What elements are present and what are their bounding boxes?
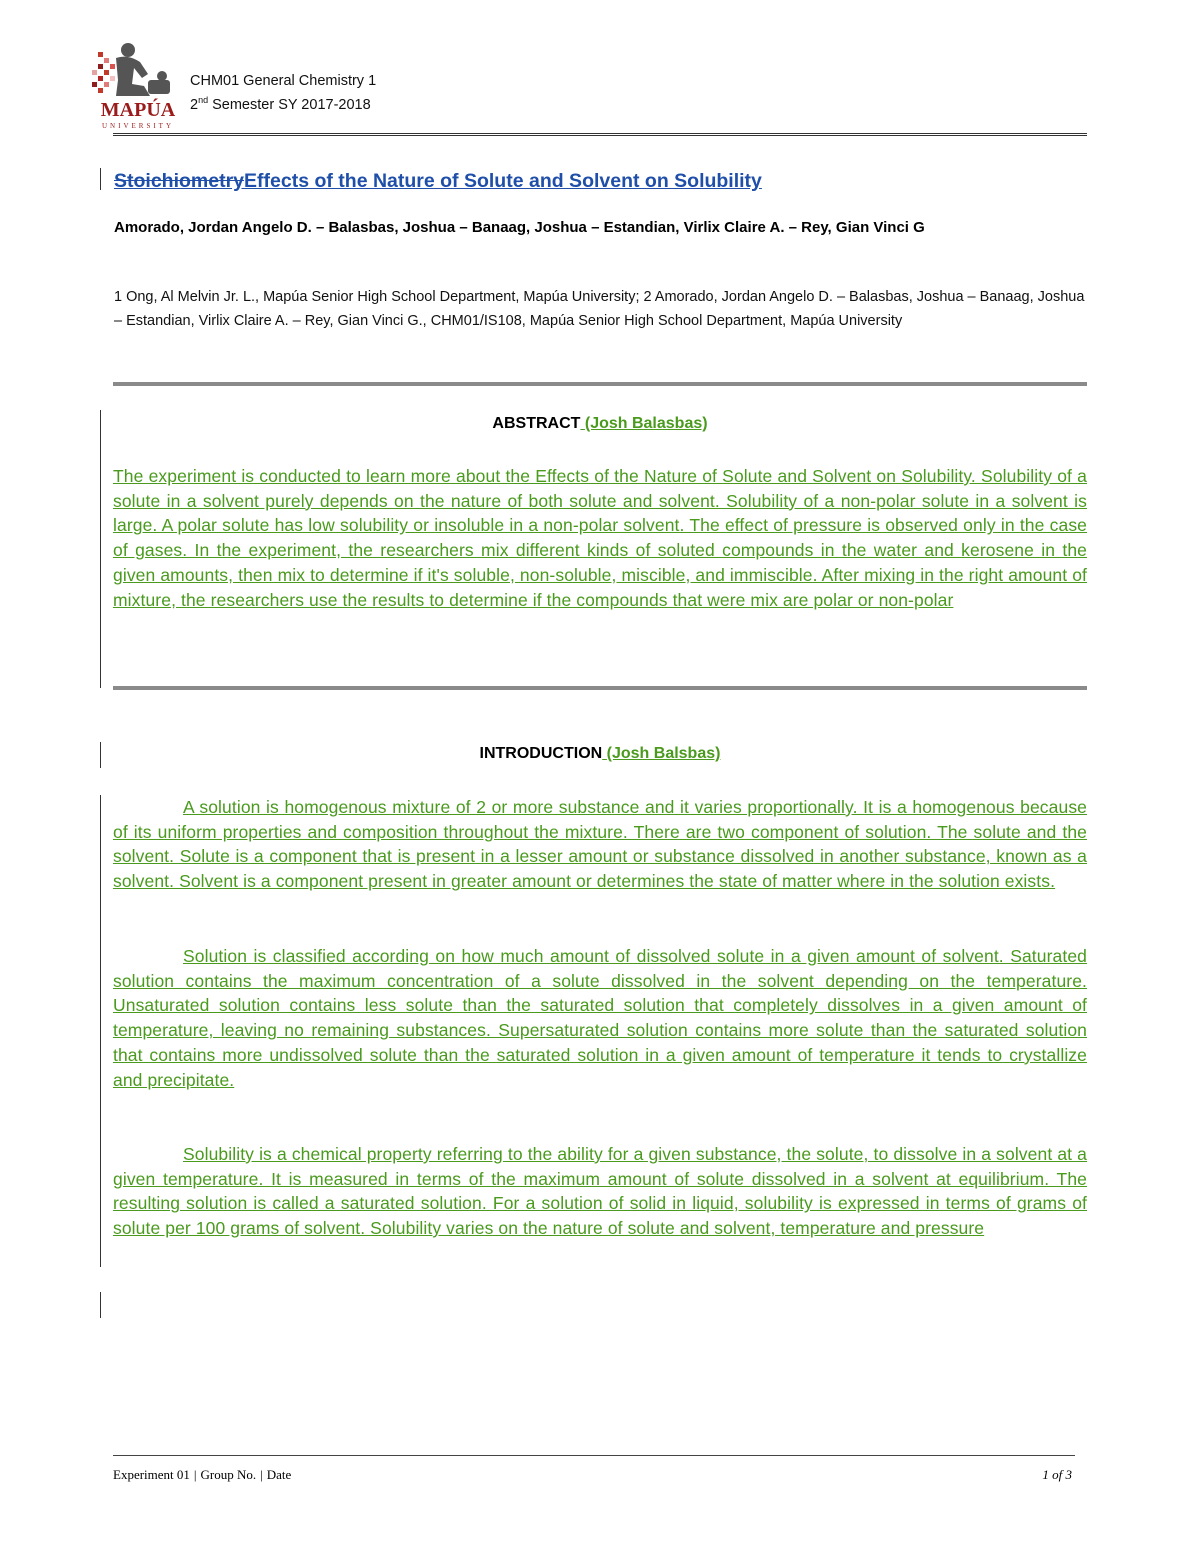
semester: 2nd Semester SY 2017-2018 [190,95,371,113]
change-bar [100,1292,101,1318]
header-divider [113,133,1087,136]
footer-group: Group No. [200,1467,257,1482]
section-divider [113,686,1087,690]
deleted-title-text: Stoichiometry [114,170,245,192]
abstract-body: The experiment is conducted to learn more about the Effects of the Nature of Solute and Solvent on Solubility. Solubility of a solute in a solvent purely depends on the nature of both solute and solvent. Solubility of a non-polar solute in a solvent is large. A polar solute has low solubility or insoluble in a non-polar solvent. The effect of pressure is observed only in the case of gases. In the experiment, the researchers mix different kinds of soluted compounds in the water and kerosene in the given amounts, then mix to determine if it's soluble, non-soluble, miscible, and immiscible. After mixing in the right amount of mixture, the researchers use the results to determine if the compounds that were mix are polar or non-polar [113,466,1087,610]
course-info [190,72,376,115]
footer-experiment: Experiment 01 [113,1467,190,1482]
intro-paragraph: A solution is homogenous mixture of 2 or more substance and it varies proportionally. It is a homogenous because of its uniform properties and composition throughout the mixture. There are two component of solution. The solute and the solvent. Solute is a component that is present in a lesser amount or substance dissolved in another substance, known as a solvent. Solvent is a component present in greater amount or determines the state of matter where in the solution exists. [113,797,1087,892]
introduction-heading: INTRODUCTION (Josh Balsbas) [479,745,721,762]
introduction-editor: (Josh Balsbas) [606,745,721,762]
change-bar [100,410,101,688]
change-bar [100,795,101,1267]
footer-info: Experiment 01 | Group No. | Date [113,1467,292,1482]
abstract-editor: (Josh Balasbas) [584,415,708,432]
change-bar [100,742,101,768]
course-title: CHM01 General Chemistry 1 [190,73,377,89]
footer-divider [113,1455,1075,1456]
document-title [114,170,762,193]
abstract-heading: ABSTRACT (Josh Balasbas) [492,415,708,432]
intro-paragraph: Solution is classified according on how much amount of dissolved solute in a given amount of solvent. Saturated solution contains the maximum concentration of a solute dissolved in the solvent depending on the temperature. Unsaturated solution contains less solute than the saturated solution that completely dissolves in a given amount of temperature, leaving no remaining substances. Supersaturated solution contains more solute than the saturated solution that contains more undissolved solute than the saturated solution in a given amount of temperature it tends to crystallize and precipitate. [113,946,1087,1090]
svg-text:MAPÚA: MAPÚA [100,99,176,121]
page-number: 1 of 3 [1042,1467,1072,1482]
intro-paragraph: Solubility is a chemical property referring to the ability for a given substance, the solute, to dissolve in a solvent at a given temperature. It is measured in terms of the maximum amount of solute dissolved in a solvent at equilibrium. The resulting solution is called a saturated solution. For a solution of solid in liquid, solubility is expressed in terms of grams of solute per 100 grams of solvent. Solubility varies on the nature of solute and solvent, temperature and pressure [113,1144,1087,1239]
mapua-logo [92,40,184,132]
svg-text:UNIVERSITY: UNIVERSITY [102,122,174,130]
change-bar [100,168,101,190]
section-divider [113,382,1087,386]
authors: Amorado, Jordan Angelo D. – Balasbas, Joshua – Banaag, Joshua – Estandian, Virlix Claire A. – Rey, Gian Vinci G [114,219,925,236]
affiliations: 1 Ong, Al Melvin Jr. L., Mapúa Senior High School Department, Mapúa University; 2 Amorado, Jordan Angelo D. – Balasbas, Joshua – Banaag, Joshua – Estandian, Virlix Claire A. – Rey, Gian Vinci G., CHM01/IS108, Mapúa Senior High School Department, Mapúa University [114,289,1085,329]
inserted-title-text: Effects of the Nature of Solute and Solvent on Solubility [244,170,762,192]
footer-date: Date [266,1467,292,1482]
